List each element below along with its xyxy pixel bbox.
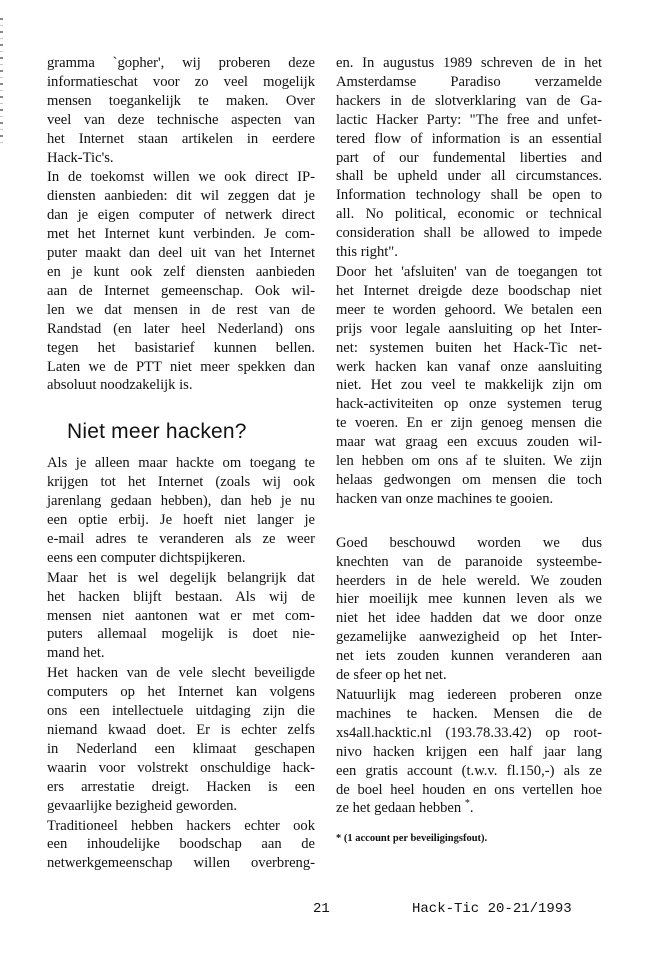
text-line: Door het 'afsluiten' van de toegangen tot <box>336 263 602 280</box>
text-line: tegen het basistarief kunnen bellen. <box>47 339 315 356</box>
text-line: en je kunt ook zelf diensten aanbieden <box>47 263 315 280</box>
text-line: Hack-Tic's. <box>47 149 114 166</box>
text-line: this right". <box>336 244 398 261</box>
text-line: all. No political, economic or technical <box>336 206 602 223</box>
text-line: lactic Hacker Party: "The free and unfet- <box>336 111 602 128</box>
paragraph <box>47 454 315 567</box>
text-line: het hacken blijft bestaan. Als wij de <box>47 588 315 605</box>
text-line: een optie erbij. Je hoeft niet langer je <box>47 512 315 529</box>
text-line: diensten aanbieden: dit wil zeggen dat je <box>47 188 315 205</box>
text-line: de boel heel houden en ons vertellen hoe <box>336 781 602 798</box>
text-line: en. In augustus 1989 schreven de in het <box>336 55 602 71</box>
text-line: gezamelijke aanwezigheid op het Inter- <box>336 629 602 646</box>
text-line: mensen niet aantonen wat er met com- <box>47 607 315 624</box>
text-line <box>336 799 602 818</box>
paragraph <box>47 817 315 874</box>
text-line: hacken van onze machines te gooien. <box>336 490 554 507</box>
text-line: niet het idee hadden dat we door onze <box>336 610 602 627</box>
text-line: maar wat graag een excuus zouden wil- <box>336 434 602 451</box>
text-line: Maar het is wel degelijk belangrijk dat <box>47 569 315 586</box>
text-line: aan de Internet gemeenschap. Ook wil- <box>47 282 315 299</box>
text-fragment: ze het gedaan hebben <box>336 800 462 817</box>
text-line: absoluut noodzakelijk is. <box>47 377 193 394</box>
text-line: xs4all.hacktic.nl (193.78.33.42) op root- <box>336 724 602 741</box>
text-line: consideration shall be allowed to impede <box>336 225 602 242</box>
text-line: part of our fundemental liberties and <box>336 149 602 166</box>
text-line: Information technology shall be open to <box>336 187 602 204</box>
text-line: krijgen tot het Internet (zoals wij ook <box>47 474 315 491</box>
text-line: gramma `gopher', wij proberen deze <box>47 55 315 71</box>
text-line: ons een intellectuele uitdaging zijn die <box>47 703 315 720</box>
text-line: In de toekomst willen we ook direct IP- <box>47 169 315 186</box>
text-line: heerders in de hele wereld. We zouden <box>336 572 602 589</box>
text-line: het Internet staan artikelen in eerdere <box>47 130 315 147</box>
paragraph <box>336 54 602 262</box>
text-line: computers op het Internet kan volgens <box>47 684 315 701</box>
right-column <box>336 54 602 846</box>
text-line: eens een computer dichtspijkeren. <box>47 549 246 566</box>
text-line: tered flow of information is an essential <box>336 130 602 147</box>
text-line: hier moeilijk mee kunnen leven als we <box>336 591 602 608</box>
text-line: machines te hacken. Mensen die de <box>336 705 602 722</box>
paragraph <box>47 569 315 664</box>
text-line: het Internet dreigde deze boodschap niet <box>336 282 602 299</box>
text-line: in Nederland een klimaat geschapen <box>47 740 315 757</box>
text-line: Laten we de PTT niet meer spekken dan <box>47 358 315 375</box>
text-line: ers arrestatie dreigt. Hacken is een <box>47 778 315 795</box>
footnote: * (1 account per beveiligingsfout). <box>336 833 488 845</box>
text-line: e-mail adres te veranderen als ze weer <box>47 530 315 547</box>
text-line: puter maakt dan deel uit van het Internet <box>47 245 315 262</box>
text-line: prijs voor legale aansluiting op het Inter- <box>336 320 602 337</box>
text-line: net iets zouden kunnen veranderen aan <box>336 648 602 665</box>
text-line: met het Internet kunt verbinden. Je com- <box>47 226 315 243</box>
text-line: informatieschat voor zo veel mogelijk <box>47 73 315 90</box>
text-line: len we dat mensen in de rest van de <box>47 301 315 318</box>
footnote-marker: * <box>464 798 470 810</box>
text-line: Goed beschouwd worden we dus <box>336 534 602 551</box>
paragraph <box>47 664 315 815</box>
text-line: helaas gedwongen om mensen die toch <box>336 471 602 488</box>
text-line: mensen toegankelijk te maken. Over <box>47 92 315 109</box>
text-line: len hebben om ons af te sluiten. We zijn <box>336 453 602 470</box>
text-line: waarin voor volstrekt onschuldige hack- <box>47 759 315 776</box>
text-line: werk hacken kan vanaf onze aansluiting <box>336 358 602 375</box>
section-gap <box>336 510 602 534</box>
issue-label: Hack-Tic 20-21/1993 <box>412 901 572 917</box>
text-line: mand het. <box>47 645 105 662</box>
text-line: de sfeer op het net. <box>336 667 447 684</box>
text-line: een inhoudelijke boodschap aan de <box>47 836 315 853</box>
text-line: dan je eigen computer of netwerk direct <box>47 207 315 224</box>
text-line: niet. Het zou veel te makkelijk zijn om <box>336 377 602 394</box>
text-line: nivo hacken krijgen een half jaar lang <box>336 743 602 760</box>
paragraph <box>336 534 602 685</box>
section-heading: Niet meer hacken? <box>67 420 247 444</box>
text-line: Randstad (en later heel Nederland) ons <box>47 320 315 337</box>
text-line: hackers in de slotverklaring van de Ga- <box>336 92 602 109</box>
text-line: meer te worden gehoord. We betalen een <box>336 301 602 318</box>
text-line: Als je alleen maar hackte om toegang te <box>47 455 315 472</box>
paragraph <box>47 54 315 167</box>
text-line: veel van deze technische aspecten van <box>47 111 315 128</box>
paragraph <box>336 686 602 818</box>
text-line: shall be upheld under all circumstances. <box>336 168 602 185</box>
text-line: Amsterdamse Paradiso verzamelde <box>336 73 602 90</box>
text-line: net: systemen buiten het Hack-Tic net- <box>336 339 602 356</box>
paragraph <box>47 168 315 395</box>
text-line: te voeren. En er zijn genoeg mensen die <box>336 415 602 432</box>
text-line: hack-activiteiten op onze systemen terug <box>336 396 602 413</box>
text-line: gevaarlijke bezigheid geworden. <box>47 797 238 814</box>
text-line: jarenlang gedaan hebben), dan heb je nu <box>47 493 315 510</box>
text-line: knechten van de paranoide systeembe- <box>336 553 602 570</box>
end-punctuation: . <box>469 800 474 817</box>
text-line: een gratis account (t.w.v. fl.150,-) als ze <box>336 762 602 779</box>
text-line: Het hacken van de vele slecht beveiligde <box>47 665 315 682</box>
left-column <box>47 54 315 874</box>
page-number: 21 <box>313 901 330 917</box>
paragraph <box>336 263 602 509</box>
text-line: puters allemaal mogelijk is doet nie- <box>47 626 315 643</box>
text-line: Traditioneel hebben hackers echter ook <box>47 817 315 834</box>
text-line: niemand kwaad doet. Er is echter zelfs <box>47 722 315 738</box>
scan-edge-artifact <box>0 18 3 143</box>
text-line: Natuurlijk mag iedereen proberen onze <box>336 687 602 703</box>
text-line: netwerkgemeenschap willen overbreng- <box>47 855 315 872</box>
